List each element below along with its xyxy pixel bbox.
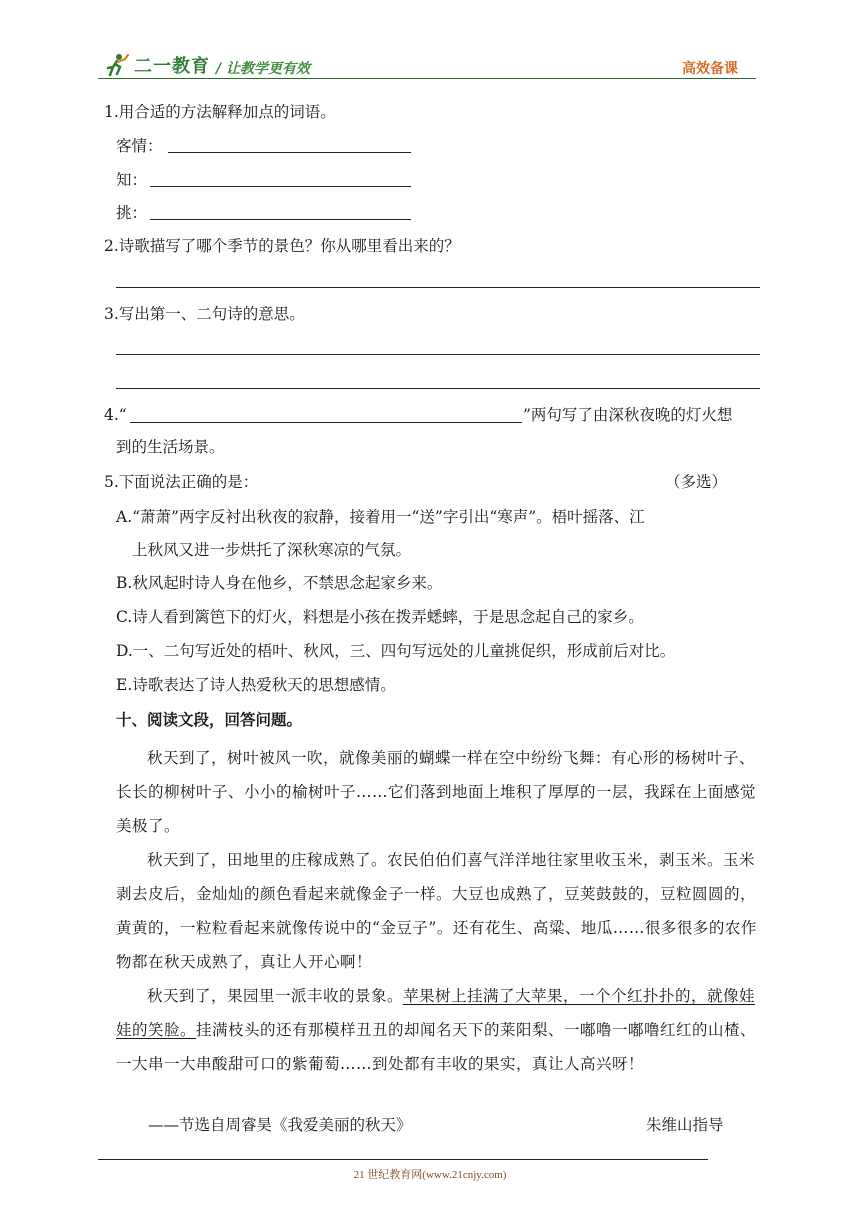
q1-item-3: 挑： (116, 204, 148, 222)
answer-line[interactable] (116, 388, 760, 389)
teacher-credit: 朱维山指导 (646, 1116, 724, 1134)
q4-suffix: ”两句写了由深秋夜晚的灯火想 (523, 406, 733, 424)
answer-line[interactable] (150, 186, 411, 187)
option-a[interactable]: A.“萧萧”两字反衬出秋夜的寂静，接着用一“送”字引出“寒声”。梧叶摇落、江 (116, 508, 645, 526)
brand-logo (104, 52, 210, 78)
option-a-cont: 上秋风又进一步烘托了深秋寒凉的气氛。 (132, 541, 412, 559)
section-heading: 十、阅读文段，回答问题。 (116, 711, 303, 729)
header-tag: 高效备课 (682, 61, 738, 77)
footer-text[interactable]: 21 世纪教育网(www.21cnjy.com) (353, 1169, 507, 1181)
q4-prefix: 4.“ (104, 406, 127, 424)
answer-line[interactable] (116, 354, 760, 355)
answer-line[interactable] (130, 422, 522, 423)
underlined-sentence: 苹果树上挂满了大苹果，一个个红扑扑的，就像娃娃的笑脸。 (116, 987, 756, 1039)
answer-line[interactable] (116, 287, 760, 288)
answer-line[interactable] (150, 219, 411, 220)
option-d[interactable]: D.一、二句写近处的梧叶、秋风，三、四句写远处的儿童挑促织，形成前后对比。 (116, 642, 676, 660)
q1-prompt: 1.用合适的方法解释加点的词语。 (104, 103, 336, 121)
answer-line[interactable] (168, 152, 411, 153)
passage-text: 秋天到了，果园里一派丰收的景象。 (147, 987, 404, 1005)
option-c[interactable]: C.诗人看到篱笆下的灯火，料想是小孩在拨弄蟋蟀，于是思念起自己的家乡。 (116, 608, 644, 626)
q1-item-1: 客情： (116, 137, 163, 155)
runner-icon (104, 53, 130, 77)
option-b[interactable]: B.秋风起时诗人身在他乡，不禁思念起家乡来。 (116, 574, 443, 592)
q4-line2: 到的生活场景。 (116, 438, 225, 456)
passage-text: 挂满枝头的还有那模样丑丑的却闻名天下的莱阳梨、一嘟噜一嘟噜红红的山楂、一大串一大串酸甜可口的紫葡萄……到处都有丰收的果实，真让人高兴呀！ (116, 1021, 757, 1073)
footer-rule (98, 1159, 708, 1160)
q5-note: （多选） (665, 473, 728, 491)
passage-paragraph-2: 秋天到了，田地里的庄稼成熟了。农民伯伯们喜气洋洋地往家里收玉米，剥玉米。玉米剥去皮后，金灿灿的颜色看起来就像金子一样。大豆也成熟了，豆荚鼓鼓的，豆粒圆圆的，黄黄的，一粒粒看起来就像传说中的“金豆子”。还有花生、高粱、地瓜……很多很多的农作物都在秋天成熟了，真让人开心啊！ (116, 851, 757, 971)
passage-paragraph-1: 秋天到了，树叶被风一吹，就像美丽的蝴蝶一样在空中纷纷飞舞：有心形的杨树叶子、长长的柳树叶子、小小的榆树叶子……它们落到地面上堆积了厚厚的一层，我踩在上面感觉美极了。 (116, 749, 757, 835)
passage-paragraph-3 (116, 979, 762, 1081)
logo-text: 二一教育 (134, 56, 210, 77)
q3-prompt: 3.写出第一、二句诗的意思。 (104, 305, 305, 323)
slogan: / 让教学更有效 (216, 61, 310, 77)
q1-item-2: 知： (116, 171, 148, 189)
passage-source: ——节选自周睿昊《我爱美丽的秋天》 (148, 1116, 412, 1134)
q5-prompt: 5.下面说法正确的是： (104, 473, 259, 491)
option-e[interactable]: E.诗歌表达了诗人热爱秋天的思想感情。 (116, 676, 396, 694)
header-rule (98, 78, 756, 79)
q2-prompt: 2.诗歌描写了哪个季节的景色？你从哪里看出来的？ (104, 237, 460, 255)
